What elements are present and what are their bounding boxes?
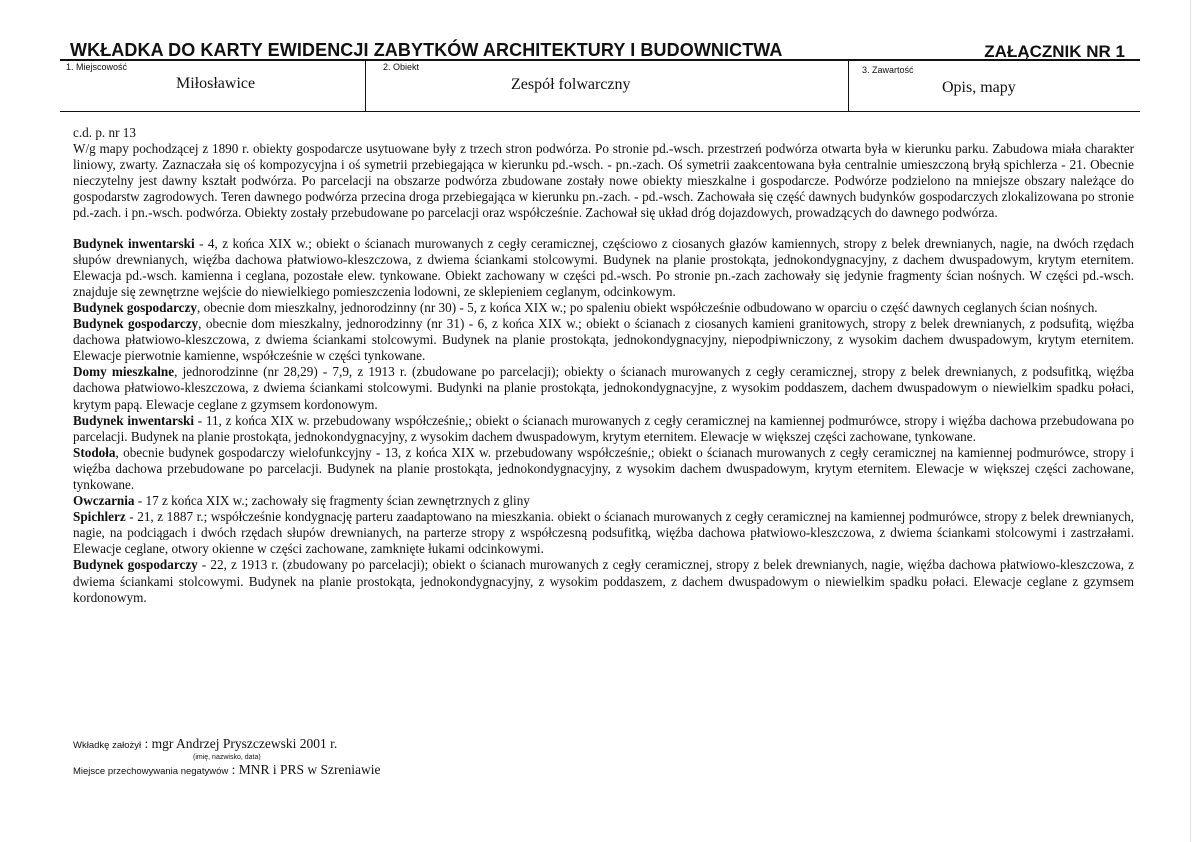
description-body [73,125,1134,606]
storage-separator: : [228,762,239,777]
entry-heading: Budynek gospodarczy [73,557,198,573]
entry-heading: Budynek inwentarski [73,235,195,251]
entry-heading: Domy mieszkalne [73,364,175,380]
field-value: Miłosławice [176,75,256,92]
form-title: WKŁADKA DO KARTY EWIDENCJI ZABYTKÓW ARCHITEKTURY I BUDOWNICTWA [70,40,783,60]
entry-heading: Stodoła [73,444,116,460]
storage-value: MNR i PRS w Szreniawie [238,762,381,777]
entry-paragraph [73,364,1134,412]
entry-heading: Budynek gospodarczy [73,299,197,315]
entry-text: - 17 z końca XIX w.; zachowały się fragmenty ścian zewnętrznych z gliny [134,493,530,509]
field-label: 2. Obiekt [383,62,420,72]
paragraph-gap [73,222,1134,236]
author-line [73,736,381,754]
footer [73,736,381,780]
entry-text: , obecnie budynek gospodarczy wielofunkcyjny - 13, z końca XIX w. przebudowany współcześnie,; obiekt o ścianach murowanych z cegły ceramicznej na kamiennej podmurówce, stropy i więźba dachowa przebudowane po parcelacji. Budynek na planie prostokąta, jednokondygnacyjny, z wysokim dachem dwuspadowym, krytym eternitem. Elewacje w większej części zachowane, tynkowane. [73,444,1134,492]
entry-heading: Budynek inwentarski [73,412,194,428]
continuation-note: c.d. p. nr 13 [73,125,136,140]
entry-paragraph [73,413,1134,445]
entry-text: - 21, z 1887 r.; współcześnie kondygnację parteru zaadaptowano na mieszkania. obiekt o ścianach murowanych z cegły ceramicznej na kamiennej podmurówce, stropy z belek drewnianych, nagie, na podciągach i dwóch rzędach słupów drewnianych, na parterze stropy z współczesną podsufitką, więźba dachowa płatwiowo-kleszczowa, z dwiema ściankami stolcowymi i zastrzałami. Elewacje ceglane, otwory okienne w części zachowane, zamknięte łukami odcinkowymi. [73,509,1134,557]
author-separator: : [141,736,152,751]
entry-text: - 11, z końca XIX w. przebudowany współcześnie,; obiekt o ścianach murowanych z cegły ceramicznej na kamiennej podmurówce, stropy i więźba dachowa przebudowana po parcelacji. Budynek na planie prostokąta, jednokondygnacyjny, z wysokim dachem dwuspadowym, krytym eternitem. Elewacje w większej części zachowane, tynkowane. [73,412,1134,444]
entry-text: - 22, z 1913 r. (zbudowany po parcelacji); obiekt o ścianach murowanych z cegły ceramicznej, stropy z belek drewnianych, nagie, więźba dachowa płatwiowo-kleszczowa, z dwiema ściankami stolcowymi. Budynek na planie prostokąta, jednokondygnacyjny, z wysokim poddaszem, z dachem dwuspadowym o niewielkim spadku połaci. Elewacje ceglane z gzymsem kordonowym. [73,557,1134,605]
entry-text: , obecnie dom mieszkalny, jednorodzinny (nr 30) - 5, z końca XIX w.; po spaleniu obiekt współcześnie odbudowano w oparciu o część dawnych ceglanych ścian nośnych. [196,299,1098,315]
attachment-label: ZAŁĄCZNIK NR 1 [984,42,1125,61]
field-value: Zespół folwarczny [511,76,631,93]
entry-paragraph [73,300,1134,316]
field-contents [848,61,1140,111]
entry-paragraph [73,493,1134,509]
field-label: 1. Miejscowość [66,62,128,72]
author-value: mgr Andrzej Pryszczewski 2001 r. [151,736,338,751]
field-object [365,61,849,111]
author-hint: (imię, nazwisko, data) [193,754,261,761]
author-label: Wkładkę założył [73,740,142,751]
storage-line [73,762,381,780]
storage-label: Miejsce przechowywania negatywów [73,766,229,777]
entry-heading: Budynek gospodarczy [73,316,199,332]
intro-paragraph: W/g mapy pochodzącej z 1890 r. obiekty gospodarcze usytuowane były z trzech stron podwórza. Po stronie pd.-wsch. przestrzeń podwórza otwarta była w kierunku parku. Zabudowa miała charakter liniowy, zwarty. Zaznaczała się oś kompozycyjna i oś symetrii przebiegająca w kierunku pd.-wsch. - pn.-zach. Oś symetrii zaakcentowana była centralnie umieszczoną bryłą spichlerza - 21. Obecnie nieczytelny jest dawny kształt podwórza. Po parcelacji na obszarze podwórza zbudowane zostały nowe obiekty mieszkalne i gospodarcze. Podwórze podzielono na mniejsze obszary należące do gospodarstw zagrodowych. Teren dawnego podwórza przecina droga przebiegająca w kierunku pn.-zach. - pd.-wsch. Zachowała się część dawnych budynków gospodarczych zlokalizowana po stronie pd.-zach. i pn.-wsch. podwórza. Obiekty zostały przebudowane po parcelacji oraz współcześnie. Zachował się układ dróg dojazdowych, prowadzących do dawnego podwórza. [73,141,1134,221]
entry-text: , jednorodzinne (nr 28,29) - 7,9, z 1913 r. (zbudowane po parcelacji); obiekty o ścianach murowanych z cegły ceramicznej, stropy z belek drewnianych, z podsufitką, więźba dachowa płatwiowo-kleszczowa, z dwiema ściankami stolcowymi. Budynki na planie prostokąta, jednokondygnacyjne, z wysokim poddaszem, dachem dwuspadowym o niewielkim spadku połaci, krytym papą. Elewacje ceglane z gzymsem kordonowym. [73,364,1134,412]
entry-paragraph [73,509,1134,557]
header-fields [60,59,1140,112]
scan-edge [1190,0,1191,842]
field-value: Opis, mapy [942,79,1016,96]
entry-text: , obecnie dom mieszkalny, jednorodzinny (nr 31) - 6, z końca XIX w.; obiekt o ścianach z ciosanych kamieni granitowych, stropy z belek drewnianych, z podsufitą, więźba dachowa płatwiowo-kleszczowa, z dwiema ściankami stolcowymi. Budynek na planie prostokąta, jednokondygnacyjny, niepodpiwniczony, z wysokim dachem dwuspadowym, krytym eternitem. Elewacje pierwotnie kamienne, współcześnie w części tynkowane. [73,316,1134,364]
entry-paragraph [73,445,1134,493]
entry-paragraph [73,316,1134,364]
entry-paragraph [73,557,1134,605]
entry-text: - 4, z końca XIX w.; obiekt o ścianach murowanych z cegły ceramicznej, częściowo z ciosanych głazów kamiennych, stropy z belek drewnianych, nagie, na dwóch rzędach słupów drewnianych, więźba dachowa płatwiowo-kleszczowa, z dwiema ściankami stolcowymi. Budynek na planie prostokąta, jednokondygnacyjny, z dachem dwuspadowym, krytym eternitem. Elewacja pd.-wsch. kamienna i ceglana, pozostałe elew. tynkowane. Obiekt zachowany w części pd.-wsch. Po stronie pn.-zach zachowały się jedynie fragmenty ścian nośnych. W części pd.-wsch. znajduje się zewnętrzne wejście do niewielkiego pomieszczenia lodowni, ze sklepieniem ceglanym, odcinkowym. [73,235,1134,299]
field-locality [60,61,366,111]
entry-paragraph [73,236,1134,300]
field-label: 3. Zawartość [862,65,914,75]
entry-heading: Spichlerz [73,509,126,525]
entry-heading: Owczarnia [73,493,135,509]
